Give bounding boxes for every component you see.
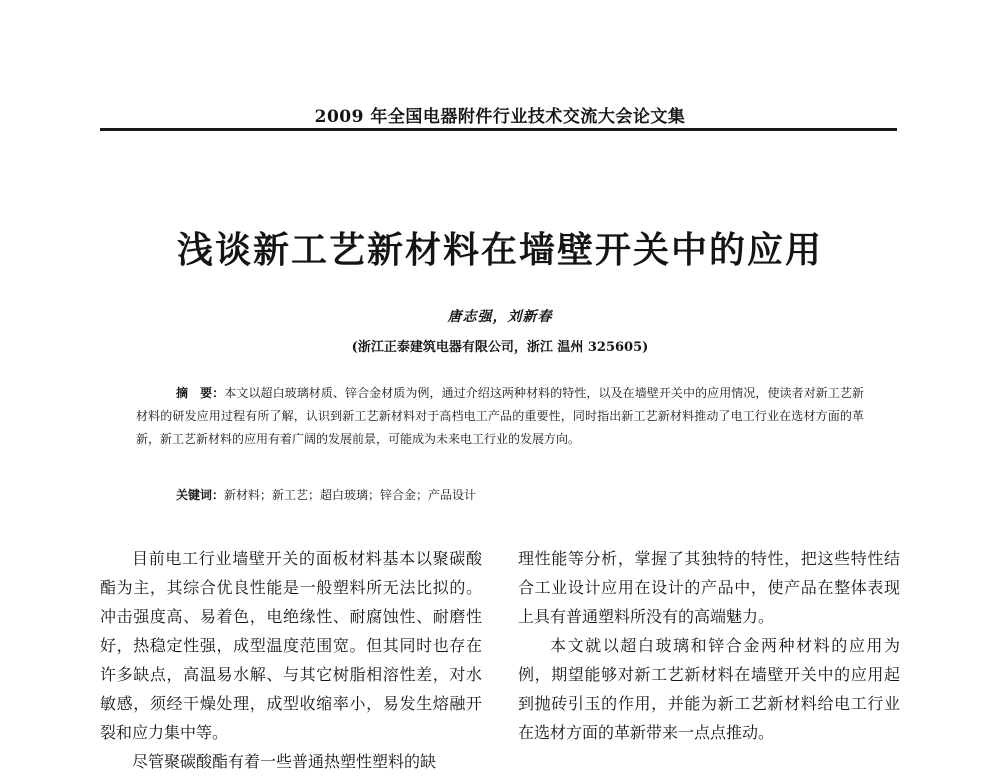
keywords-text: 新材料；新工艺；超白玻璃；锌合金；产品设计 — [224, 488, 477, 502]
abstract — [136, 382, 864, 451]
keywords-label: 关键词： — [176, 488, 225, 502]
abstract-label: 摘 要： — [176, 386, 225, 400]
article-title: 浅谈新工艺新材料在墙壁开关中的应用 — [176, 229, 823, 271]
running-header: 2009 年全国电器附件行业技术交流大会论文集 — [314, 107, 686, 127]
body-paragraph: 理性能等分析，掌握了其独特的特性，把这些特性结合工业设计应用在设计的产品中，使产品在整体表现上具有普通塑料所没有的高端魅力。 — [518, 549, 900, 626]
abstract-text: 本文以超白玻璃材质、锌合金材质为例，通过介绍这两种材料的特性，以及在墙壁开关中的应用情况，使读者对新工艺新材料的研发应用过程有所了解，认识到新工艺新材料对于高档电工产品的重要性，同时指出新工艺新材料推动了电工行业在选材方面的革新，新工艺新材料的应用有着广阔的发展前景，可能成为未来电工行业的发展方向。 — [136, 386, 864, 446]
header-rule — [100, 128, 897, 131]
body-paragraph: 尽管聚碳酸酯有着一些普通热塑性塑料的缺 — [132, 752, 437, 771]
body-paragraph: 目前电工行业墙壁开关的面板材料基本以聚碳酸酯为主，其综合优良性能是一般塑料所无法比拟的。冲击强度高、易着色，电绝缘性、耐腐蚀性、耐磨性好，热稳定性强，成型温度范围宽。但其同时也存在许多缺点，高温易水解、与其它树脂相溶性差，对水敏感，须经干燥处理，成型收缩率小，易发生熔融开裂和应力集中等。 — [100, 549, 482, 742]
authors: 唐志强，刘新春 — [447, 309, 553, 325]
affiliation: (浙江正泰建筑电器有限公司，浙江 温州 325605) — [351, 340, 649, 355]
keywords — [176, 484, 866, 507]
body-column-left — [100, 544, 482, 776]
body-column-right — [518, 544, 900, 747]
body-paragraph: 本文就以超白玻璃和锌合金两种材料的应用为例，期望能够对新工艺新材料在墙壁开关中的应用起到抛砖引玉的作用，并能为新工艺新材料给电工行业在选材方面的革新带来一点点推动。 — [518, 636, 900, 742]
